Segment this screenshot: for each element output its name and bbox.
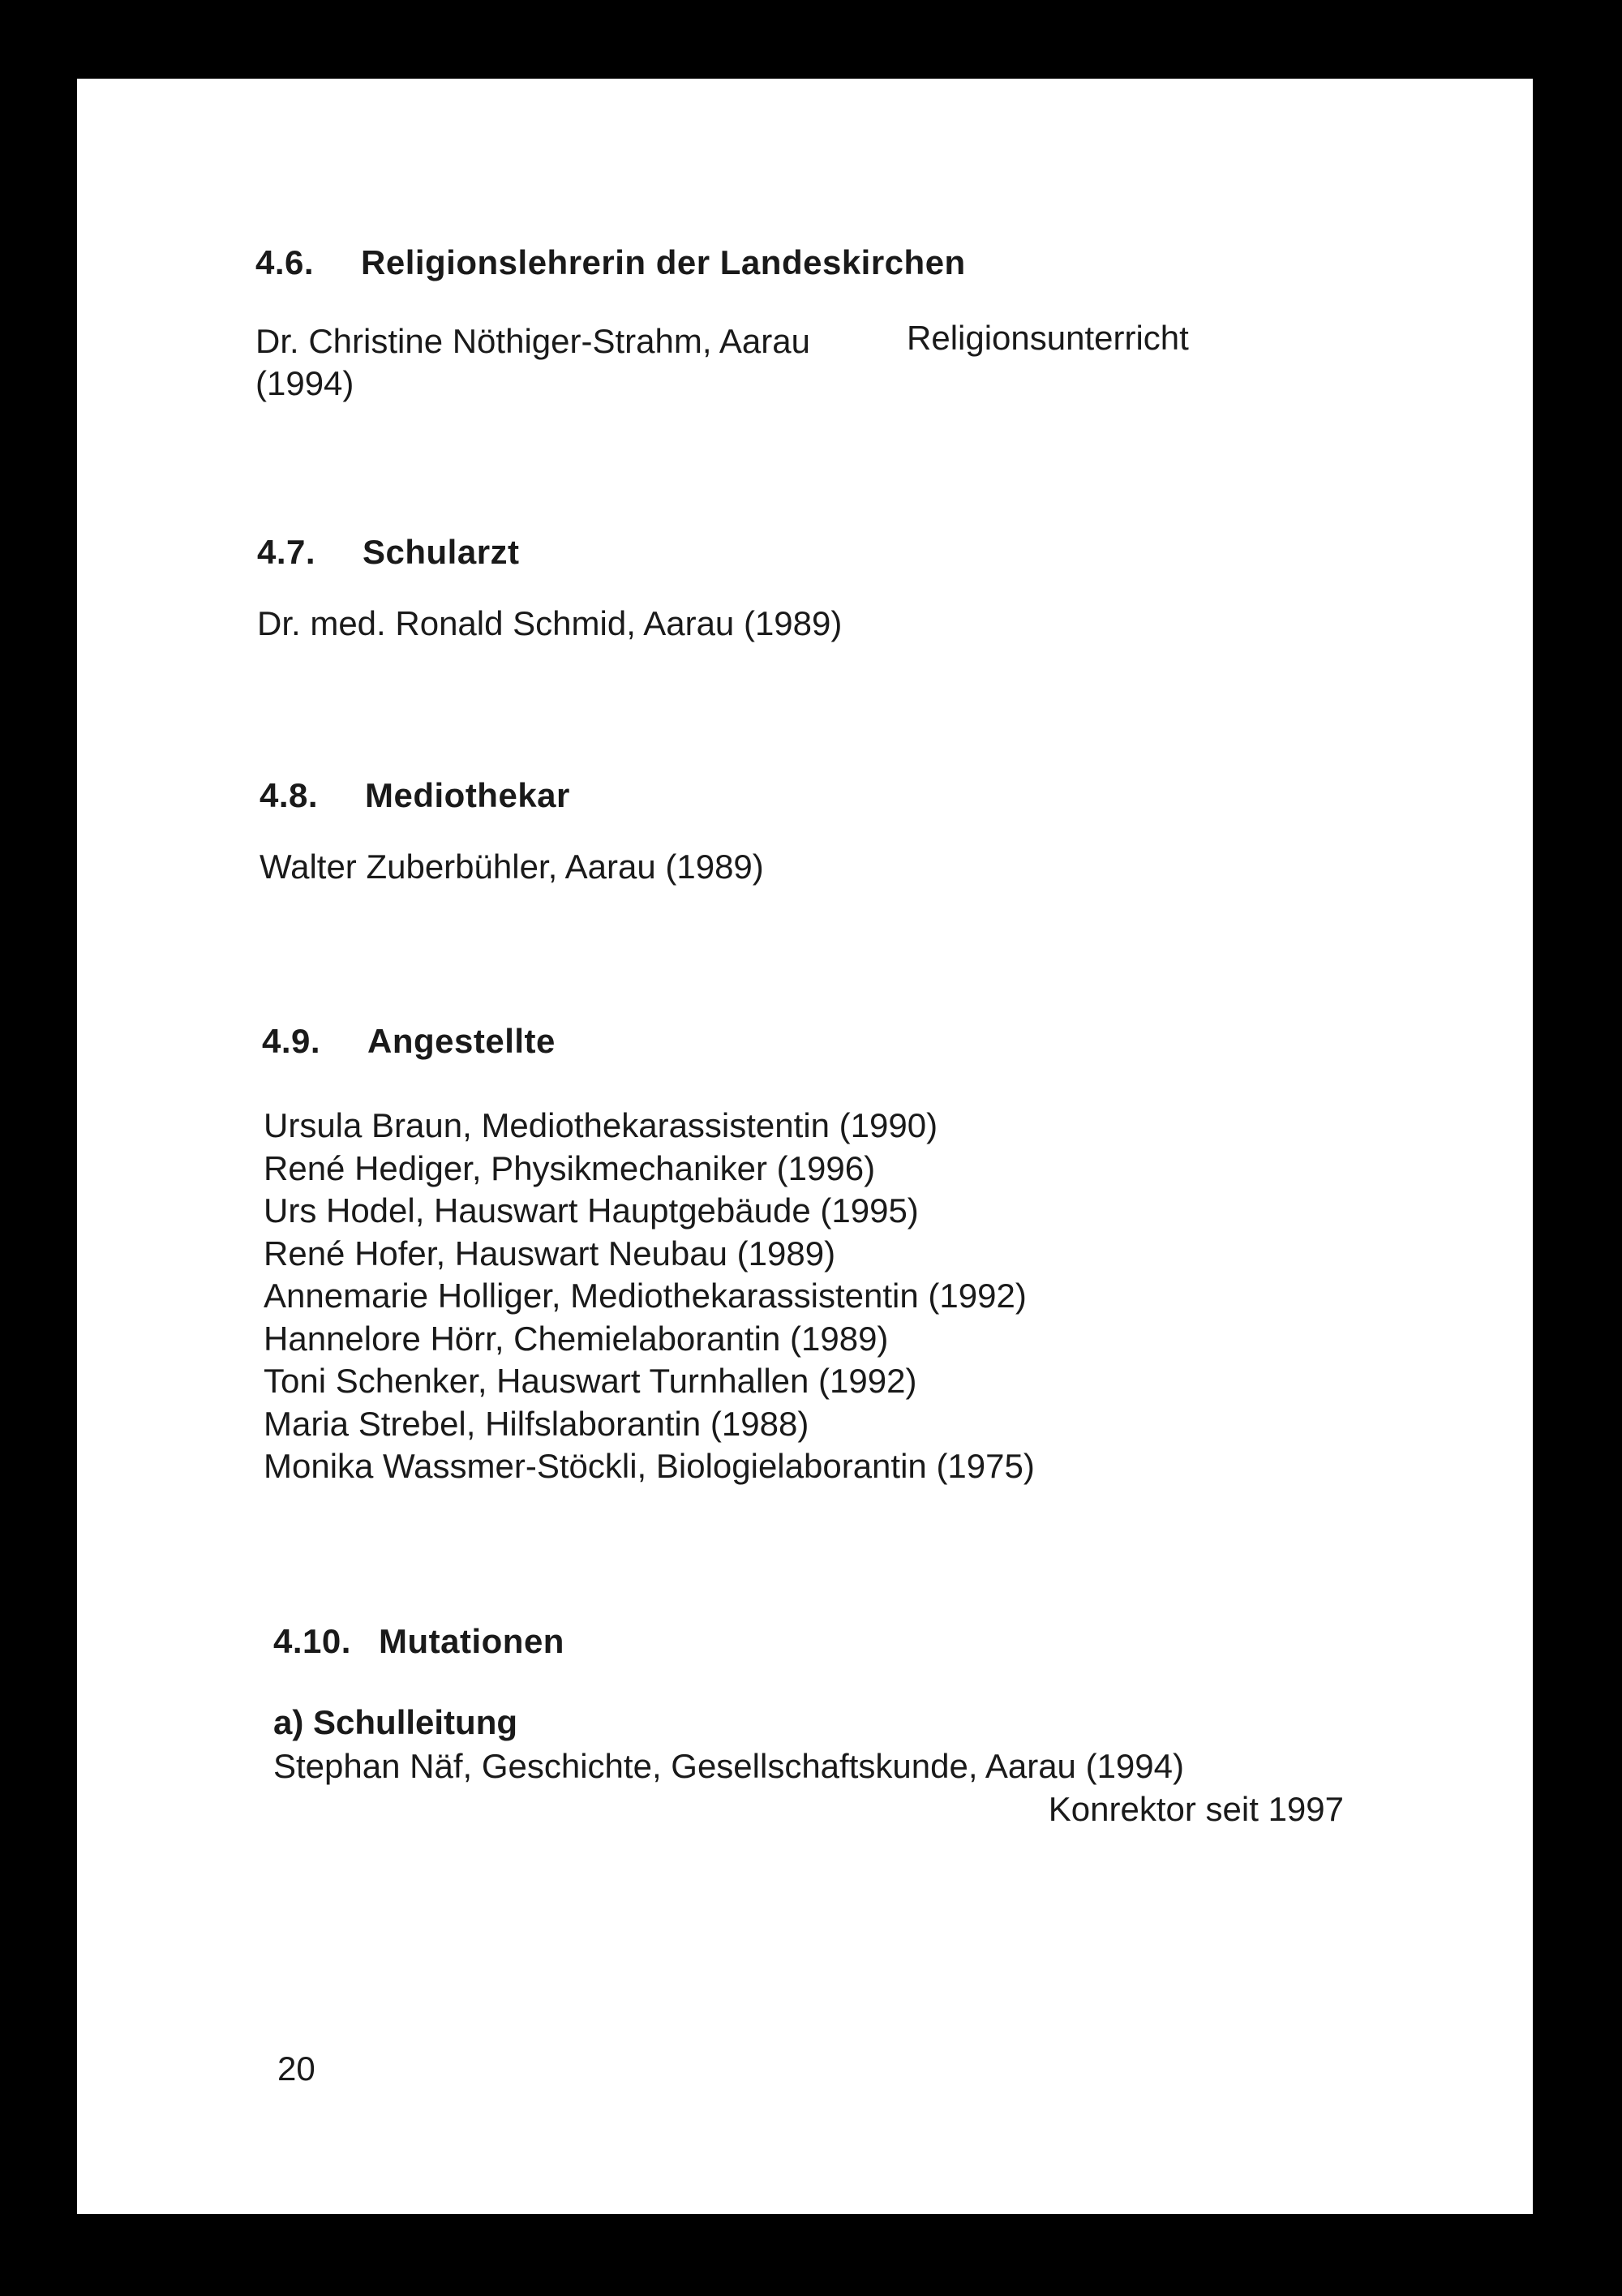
heading-title: Mediothekar	[365, 776, 570, 814]
list-item: Ursula Braun, Mediothekarassistentin (1990)	[264, 1106, 938, 1144]
heading-title: Angestellte	[367, 1022, 556, 1060]
s46-year: (1994)	[255, 364, 354, 402]
heading-number: 4.9.	[262, 1022, 321, 1060]
s47-person: Dr. med. Ronald Schmid, Aarau (1989)	[257, 604, 843, 642]
s410-person: Stephan Näf, Geschichte, Gesellschaftskunde, Aarau (1994)	[273, 1747, 1184, 1785]
staff-list	[264, 1105, 1035, 1488]
heading-4-8	[260, 776, 570, 815]
heading-number: 4.8.	[260, 776, 319, 814]
heading-title: Religionslehrerin der Landeskirchen	[361, 243, 966, 281]
list-item: Toni Schenker, Hauswart Turnhallen (1992)	[264, 1362, 917, 1400]
s46-person: Dr. Christine Nöthiger-Strahm, Aarau	[255, 322, 810, 360]
list-item: Monika Wassmer-Stöckli, Biologielaborantin (1975)	[264, 1447, 1035, 1485]
heading-4-6	[255, 243, 966, 282]
heading-title: Schularzt	[363, 533, 520, 571]
heading-4-10	[273, 1622, 564, 1661]
list-item: René Hediger, Physikmechaniker (1996)	[264, 1148, 876, 1187]
list-item: René Hofer, Hauswart Neubau (1989)	[264, 1234, 836, 1272]
list-item: Maria Strebel, Hilfslaborantin (1988)	[264, 1404, 809, 1443]
s410-note: Konrektor seit 1997	[1048, 1790, 1344, 1828]
heading-title: Mutationen	[379, 1622, 564, 1660]
s410-subheading: a) Schulleitung	[273, 1703, 518, 1741]
heading-number: 4.6.	[255, 243, 315, 281]
list-item: Urs Hodel, Hauswart Hauptgebäude (1995)	[264, 1191, 919, 1230]
heading-number: 4.7.	[257, 533, 316, 571]
s48-person: Walter Zuberbühler, Aarau (1989)	[260, 848, 764, 886]
list-item: Annemarie Holliger, Mediothekarassistentin (1992)	[264, 1277, 1027, 1315]
document-page	[77, 79, 1533, 2214]
heading-number: 4.10.	[273, 1622, 351, 1660]
page-number: 20	[277, 2049, 315, 2088]
heading-4-7	[257, 533, 520, 572]
list-item: Hannelore Hörr, Chemielaborantin (1989)	[264, 1319, 889, 1358]
heading-4-9	[262, 1022, 556, 1061]
s46-role: Religionsunterricht	[907, 319, 1189, 357]
